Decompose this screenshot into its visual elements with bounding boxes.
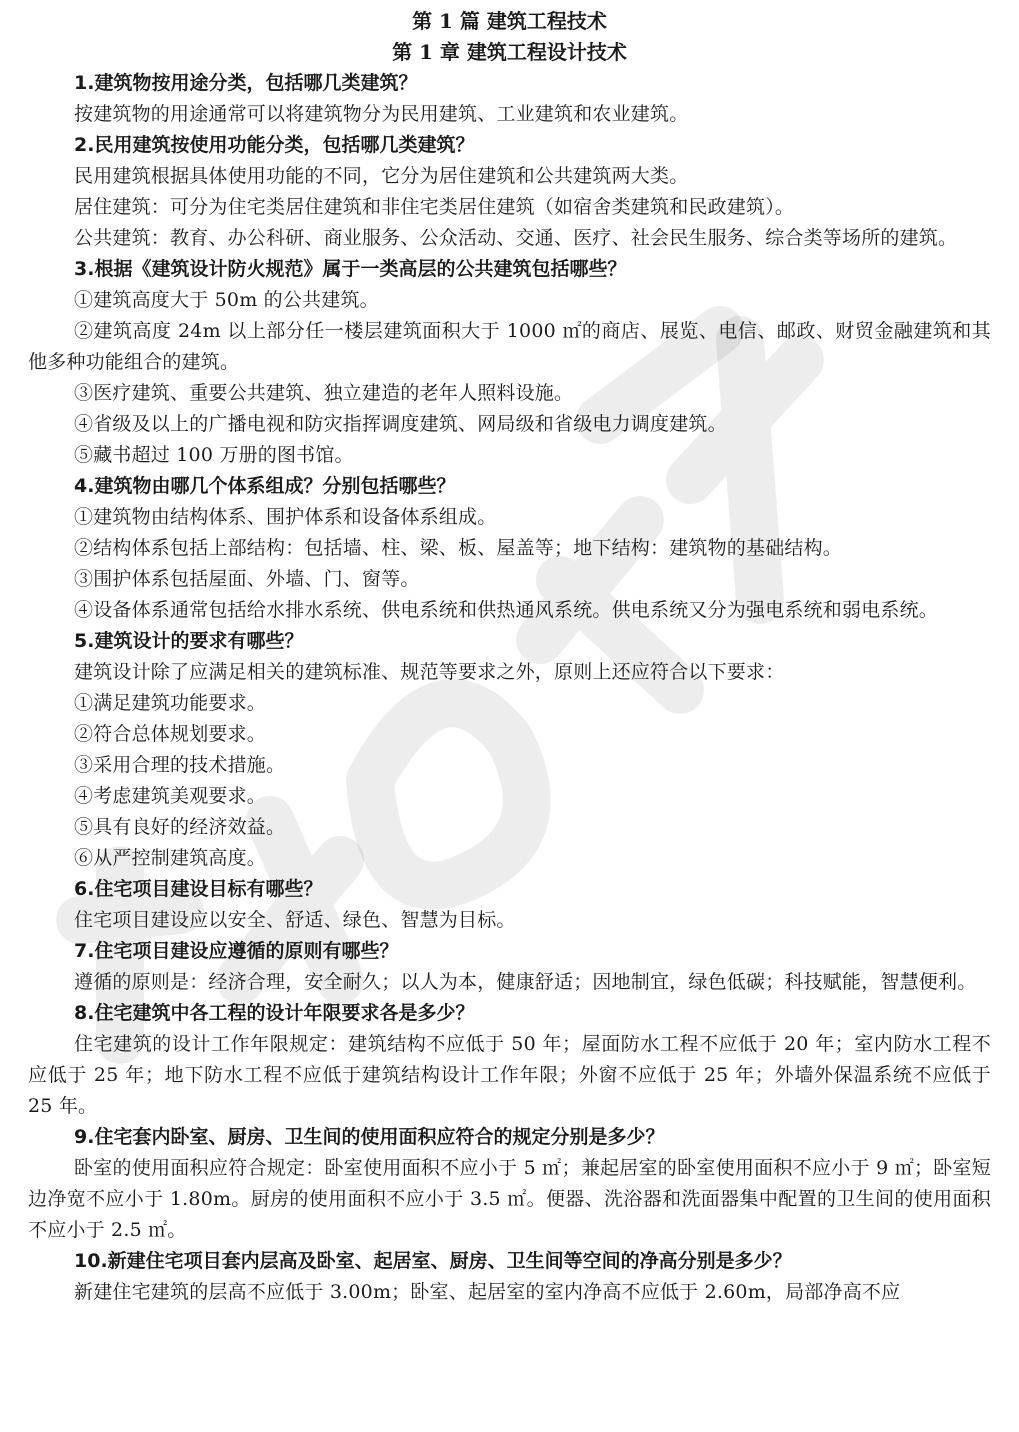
answer-paragraph: ⑤具有良好的经济效益。: [74, 816, 286, 838]
answer-paragraph: ②结构体系包括上部结构：包括墙、柱、梁、板、屋盖等；地下结构：建筑物的基础结构。: [74, 537, 843, 559]
answer-paragraph: ③采用合理的技术措施。: [74, 754, 286, 776]
question-heading: 8.住宅建筑中各工程的设计年限要求各是多少？: [74, 1002, 475, 1024]
answer-paragraph: ①建筑物由结构体系、围护体系和设备体系组成。: [74, 506, 497, 528]
answer-paragraph: ⑤藏书超过 100 万册的图书馆。: [74, 444, 354, 466]
question-heading: 7.住宅项目建设应遵循的原则有哪些？: [74, 940, 399, 962]
answer-paragraph: ①建筑高度大于 50m 的公共建筑。: [74, 289, 379, 311]
answer-paragraph: 新建住宅建筑的层高不应低于 3.00m；卧室、起居室的室内净高不应低于 2.60m，局部净高不应: [74, 1281, 901, 1303]
answer-paragraph: ④设备体系通常包括给水排水系统、供电系统和供热通风系统。供电系统又分为强电系统和弱电系统。: [74, 599, 939, 621]
question-heading: 3.根据《建筑设计防火规范》属于一类高层的公共建筑包括哪些？: [74, 258, 627, 280]
answer-paragraph: ④考虑建筑美观要求。: [74, 785, 267, 807]
answer-paragraph: ⑥从严控制建筑高度。: [74, 847, 267, 869]
question-heading: 10.新建住宅项目套内层高及卧室、起居室、厨房、卫生间等空间的净高分别是多少？: [74, 1250, 792, 1272]
answer-paragraph: 按建筑物的用途通常可以将建筑物分为民用建筑、工业建筑和农业建筑。: [74, 103, 689, 125]
answer-paragraph: ③围护体系包括屋面、外墙、门、窗等。: [74, 568, 420, 590]
answer-paragraph: 住宅建筑的设计工作年限规定：建筑结构不应低于 50 年；屋面防水工程不应低于 20 年；室内防水工程不应低于 25 年；地下防水工程不应低于建筑结构设计工作年限；外窗不应低于 25 年；外墙外保温系统不应低于 25 年。: [28, 1033, 991, 1117]
question-heading: 2.民用建筑按使用功能分类，包括哪几类建筑？: [74, 134, 475, 156]
answer-paragraph: 遵循的原则是：经济合理，安全耐久；以人为本，健康舒适；因地制宜，绿色低碳；科技赋能，智慧便利。: [74, 971, 977, 993]
answer-paragraph: ②建筑高度 24m 以上部分任一楼层建筑面积大于 1000 ㎡的商店、展览、电信、邮政、财贸金融建筑和其他多种功能组合的建筑。: [28, 320, 991, 373]
answer-paragraph: 卧室的使用面积应符合规定：卧室使用面积不应小于 5 ㎡；兼起居室的卧室使用面积不应小于 9 ㎡；卧室短边净宽不应小于 1.80m。厨房的使用面积不应小于 3.5 ㎡。便器、洗浴器和洗面器集中配置的卫生间的使用面积不应小于 2.5 ㎡。: [28, 1157, 991, 1241]
part-title: 第 1 篇 建筑工程技术: [412, 9, 607, 33]
answer-paragraph: 公共建筑：教育、办公科研、商业服务、公众活动、交通、医疗、社会民生服务、综合类等场所的建筑。: [74, 227, 958, 249]
answer-paragraph: ①满足建筑功能要求。: [74, 692, 267, 714]
chapter-title: 第 1 章 建筑工程设计技术: [392, 40, 627, 64]
answer-paragraph: ③医疗建筑、重要公共建筑、独立建造的老年人照料设施。: [74, 382, 574, 404]
question-heading: 1.建筑物按用途分类，包括哪几类建筑？: [74, 72, 418, 94]
answer-paragraph: 居住建筑：可分为住宅类居住建筑和非住宅类居住建筑（如宿舍类建筑和民政建筑）。: [74, 196, 795, 218]
answer-paragraph: 民用建筑根据具体使用功能的不同，它分为居住建筑和公共建筑两大类。: [74, 165, 689, 187]
answer-paragraph: 建筑设计除了应满足相关的建筑标准、规范等要求之外，原则上还应符合以下要求：: [74, 661, 785, 683]
answer-paragraph: ②符合总体规划要求。: [74, 723, 267, 745]
question-heading: 4.建筑物由哪几个体系组成？分别包括哪些？: [74, 475, 456, 497]
question-heading: 5.建筑设计的要求有哪些？: [74, 630, 304, 652]
answer-paragraph: 住宅项目建设应以安全、舒适、绿色、智慧为目标。: [74, 909, 516, 931]
answer-paragraph: ④省级及以上的广播电视和防灾指挥调度建筑、网局级和省级电力调度建筑。: [74, 413, 727, 435]
question-heading: 6.住宅项目建设目标有哪些？: [74, 878, 323, 900]
question-heading: 9.住宅套内卧室、厨房、卫生间的使用面积应符合的规定分别是多少？: [74, 1126, 665, 1148]
